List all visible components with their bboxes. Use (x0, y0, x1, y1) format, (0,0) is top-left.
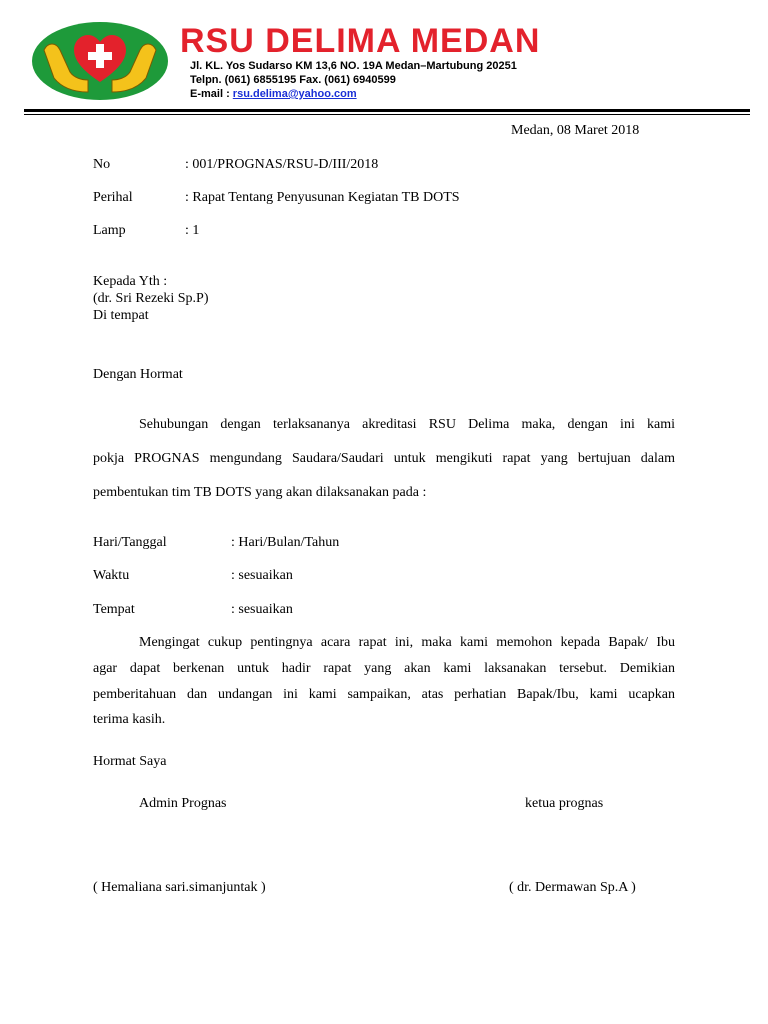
hospital-name: RSU DELIMA MEDAN (180, 22, 541, 60)
paragraph-line: pemberitahuan dan undangan ini kami sampaikan, atas perhatian Bapak/Ibu, kami ucapkan (93, 687, 675, 702)
greeting: Dengan Hormat (93, 367, 183, 382)
paragraph-line: pokja PROGNAS mengundang Saudara/Saudari untuk mengikuti rapat yang bertujuan dalam (93, 451, 675, 466)
closing: Hormat Saya (93, 754, 167, 769)
hospital-phone: Telpn. (061) 6855195 Fax. (061) 6940599 (190, 74, 396, 86)
email-label: E-mail : (190, 88, 233, 100)
schedule-value-time: : sesuaikan (231, 568, 293, 583)
meta-value-attachment: : 1 (185, 223, 200, 238)
header-divider-thin (24, 114, 750, 115)
meta-label-attachment: Lamp (93, 223, 126, 238)
hospital-logo-icon (30, 20, 170, 102)
header-divider (24, 109, 750, 112)
recipient-line: Kepada Yth : (93, 274, 168, 289)
signatory-name-admin: ( Hemaliana sari.simanjuntak ) (93, 880, 266, 895)
meta-value-number: : 001/PROGNAS/RSU-D/III/2018 (185, 157, 379, 172)
hospital-address: Jl. KL. Yos Sudarso KM 13,6 NO. 19A Medan–Martubung 20251 (190, 60, 517, 72)
schedule-value-date: : Hari/Bulan/Tahun (231, 535, 340, 550)
schedule-label-place: Tempat (93, 602, 135, 617)
meta-value-subject: : Rapat Tentang Penyusunan Kegiatan TB DOTS (185, 190, 460, 205)
schedule-label-date: Hari/Tanggal (93, 535, 167, 550)
signatory-title-admin: Admin Prognas (139, 796, 227, 811)
signatory-title-chair: ketua prognas (525, 796, 604, 811)
meta-label-subject: Perihal (93, 190, 133, 205)
paragraph-line: pembentukan tim TB DOTS yang akan dilaksanakan pada : (93, 485, 427, 500)
paragraph-line: terima kasih. (93, 712, 166, 727)
paragraph-line: agar dapat berkenan untuk hadir rapat yang akan kami laksanakan tersebut. Demikian (93, 661, 675, 676)
paragraph-line: Mengingat cukup pentingnya acara rapat ini, maka kami memohon kepada Bapak/ Ibu (139, 635, 675, 650)
recipient-line: Di tempat (93, 308, 149, 323)
schedule-label-time: Waktu (93, 568, 130, 583)
recipient-line: (dr. Sri Rezeki Sp.P) (93, 291, 209, 306)
letter-date: Medan, 08 Maret 2018 (511, 123, 640, 138)
signatory-name-chair: ( dr. Dermawan Sp.A ) (509, 880, 636, 895)
schedule-value-place: : sesuaikan (231, 602, 293, 617)
email-link[interactable]: rsu.delima@yahoo.com (232, 88, 357, 100)
paragraph-line: Sehubungan dengan terlaksananya akreditasi RSU Delima maka, dengan ini kami (139, 417, 675, 432)
hospital-email-line (190, 88, 357, 101)
meta-label-number: No (93, 157, 111, 172)
